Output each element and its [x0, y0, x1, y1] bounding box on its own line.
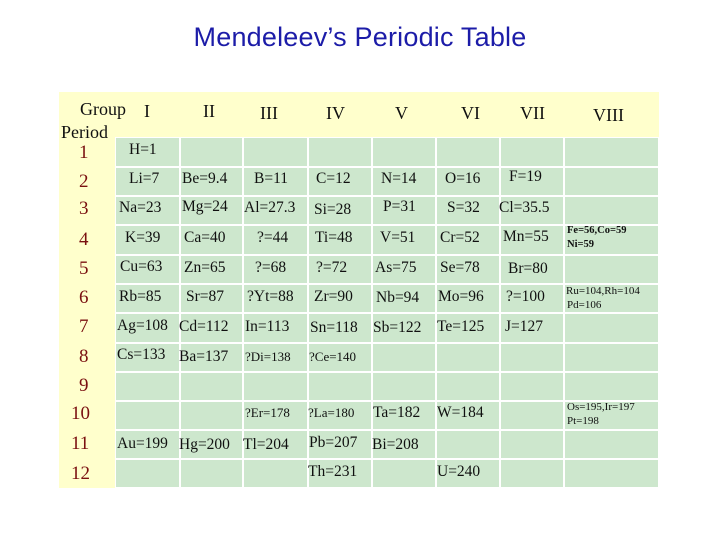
- element-entry: Pb=207: [309, 434, 358, 451]
- element-entry: Tl=204: [243, 436, 289, 453]
- element-entry: U=240: [437, 463, 481, 480]
- table-cell: [180, 372, 243, 401]
- group-label: Group: [80, 99, 126, 119]
- table-cell: [564, 313, 659, 343]
- period-number: 2: [79, 171, 89, 192]
- element-entry: Ba=137: [179, 348, 229, 365]
- element-entry: K=39: [125, 229, 161, 246]
- period-number: 12: [71, 463, 90, 484]
- table-cell: [372, 459, 436, 488]
- element-entry: Rb=85: [119, 288, 162, 305]
- group-header-1: I: [144, 101, 150, 121]
- table-cell: [564, 167, 659, 196]
- table-cell: [308, 372, 372, 401]
- table-cell: [564, 372, 659, 401]
- element-entry: Be=9.4: [182, 170, 228, 187]
- element-entry: J=127: [505, 318, 544, 335]
- element-entry: ?=100: [506, 288, 545, 305]
- period-number: 9: [79, 375, 89, 396]
- period-number: 6: [79, 287, 89, 308]
- group-header-7: VII: [520, 103, 545, 123]
- element-entry: V=51: [380, 229, 416, 246]
- table-cell: [372, 343, 436, 372]
- element-entry: B=11: [254, 170, 289, 187]
- element-entry: Cd=112: [179, 318, 229, 335]
- element-entry: Sn=118: [310, 319, 358, 336]
- table-cell: [180, 401, 243, 430]
- table-cell: [500, 459, 564, 488]
- group-header-5: V: [395, 103, 408, 123]
- element-entry: Ta=182: [373, 404, 421, 421]
- element-entry: Au=199: [117, 435, 168, 452]
- element-entry: Hg=200: [179, 436, 230, 453]
- element-entry: S=32: [447, 199, 480, 216]
- table-cell: [564, 137, 659, 167]
- element-entry: N=14: [381, 170, 417, 187]
- table-cell: [180, 137, 243, 167]
- period-number: 1: [79, 142, 89, 163]
- element-entry: Os=195,Ir=197: [567, 401, 635, 413]
- element-entry: Bi=208: [372, 436, 419, 453]
- element-entry: O=16: [445, 170, 481, 187]
- table-cell: [243, 137, 308, 167]
- element-entry: C=12: [316, 170, 351, 187]
- element-entry: Ag=108: [117, 317, 168, 334]
- table-cell: [243, 372, 308, 401]
- element-entry: Mg=24: [182, 198, 228, 215]
- element-entry: ?=44: [257, 229, 289, 246]
- element-entry: ?Di=138: [245, 349, 291, 364]
- element-entry: Br=80: [508, 260, 548, 277]
- table-cell: [500, 430, 564, 459]
- element-entry: Zr=90: [314, 288, 353, 305]
- element-entry: Cu=63: [120, 258, 163, 275]
- table-cell: [115, 372, 180, 401]
- table-cell: [436, 372, 500, 401]
- element-entry: Mo=96: [438, 288, 484, 305]
- group-header-4: IV: [326, 103, 345, 123]
- group-header-8: VIII: [593, 105, 624, 125]
- element-entry: ?=68: [255, 259, 287, 276]
- element-entry: F=19: [509, 168, 542, 185]
- element-entry: ?Yt=88: [247, 288, 294, 305]
- element-entry: ?=72: [316, 259, 348, 276]
- period-label: Period: [61, 122, 108, 142]
- period-number: 7: [79, 316, 89, 337]
- element-entry: Li=7: [129, 170, 160, 187]
- table-cell: [564, 196, 659, 225]
- element-entry: ?Er=178: [245, 405, 290, 420]
- element-entry: H=1: [129, 141, 157, 158]
- element-entry: Na=23: [119, 199, 162, 216]
- element-entry: Se=78: [440, 259, 480, 276]
- period-number: 3: [79, 198, 89, 219]
- period-number: 10: [71, 403, 90, 424]
- table-cell: [500, 137, 564, 167]
- period-number: 8: [79, 346, 89, 367]
- period-number: 4: [79, 229, 89, 250]
- element-entry: Th=231: [308, 463, 358, 480]
- period-number: 11: [71, 433, 90, 454]
- element-entry: ?La=180: [308, 405, 355, 420]
- element-entry: Cr=52: [440, 229, 480, 246]
- element-entry: Cs=133: [117, 346, 166, 363]
- element-entry: Nb=94: [376, 289, 420, 306]
- element-entry: Ti=48: [315, 229, 353, 246]
- element-entry: Zn=65: [184, 259, 226, 276]
- table-cell: [436, 343, 500, 372]
- table-cell: [372, 372, 436, 401]
- table-cell: [372, 137, 436, 167]
- element-entry: Sb=122: [373, 319, 422, 336]
- element-entry: Pt=198: [567, 415, 599, 427]
- element-entry: Ni=59: [567, 239, 594, 250]
- table-cell: [564, 430, 659, 459]
- group-header-2: II: [203, 101, 215, 121]
- element-entry: P=31: [383, 198, 416, 215]
- table-cell: [180, 459, 243, 488]
- table-cell: [564, 459, 659, 488]
- table-cell: [243, 459, 308, 488]
- element-entry: Cl=35.5: [499, 199, 550, 216]
- element-entry: Te=125: [437, 318, 485, 335]
- table-cell: [500, 343, 564, 372]
- element-entry: Sr=87: [186, 288, 225, 305]
- element-entry: In=113: [245, 318, 290, 335]
- table-cell: [115, 401, 180, 430]
- element-entry: W=184: [437, 404, 484, 421]
- table-cell: [308, 137, 372, 167]
- group-header-3: III: [260, 103, 278, 123]
- element-entry: ?Ce=140: [309, 349, 357, 364]
- element-entry: Fe=56,Co=59: [567, 225, 627, 236]
- element-entry: Si=28: [314, 201, 352, 218]
- periodic-table: [53, 88, 665, 492]
- element-entry: As=75: [375, 259, 417, 276]
- table-cell: [564, 343, 659, 372]
- table-cell: [115, 459, 180, 488]
- table-cell: [436, 137, 500, 167]
- period-number: 5: [79, 258, 89, 279]
- table-cell: [500, 401, 564, 430]
- element-entry: Al=27.3: [244, 199, 296, 216]
- element-entry: Pd=106: [567, 299, 602, 311]
- element-entry: Mn=55: [503, 228, 549, 245]
- table-cell: [500, 372, 564, 401]
- element-entry: Ru=104,Rh=104: [566, 285, 640, 297]
- table-cell: [564, 255, 659, 284]
- group-header-6: VI: [461, 103, 480, 123]
- table-cell: [436, 430, 500, 459]
- element-entry: Ca=40: [184, 229, 226, 246]
- page-title: Mendeleev’s Periodic Table: [193, 22, 527, 52]
